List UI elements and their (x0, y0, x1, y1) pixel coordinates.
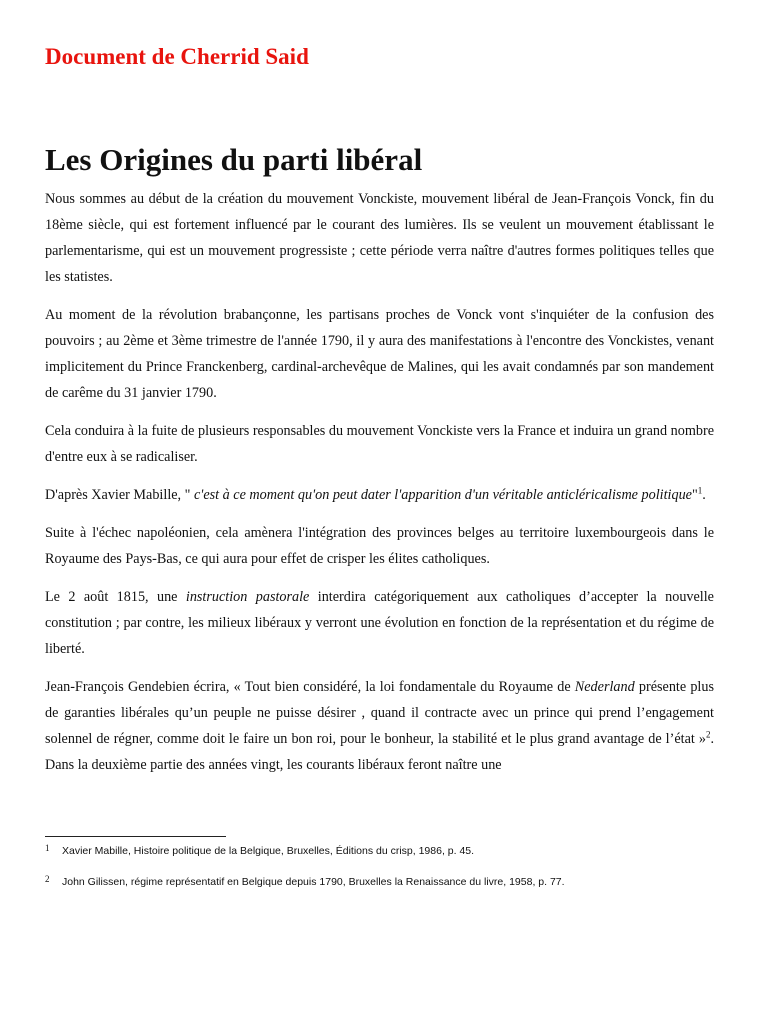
mabille-quote: c'est à ce moment qu'on peut dater l'apparition d'un véritable anticléricalisme politique (194, 487, 692, 503)
footnote-2-text: John Gilissen, régime représentatif en Belgique depuis 1790, Bruxelles la Renaissance du livre, 1958, p. 77. (62, 876, 565, 888)
footnote-1 (45, 843, 725, 857)
footnote-2 (45, 874, 725, 888)
paragraph-6-intro: Le 2 août 1815, une (45, 589, 186, 605)
paragraph-4-end: . (702, 487, 706, 503)
paragraph-4-intro: D'après Xavier Mabille, " (45, 487, 194, 503)
page-title: Les Origines du parti libéral (45, 142, 423, 177)
footnote-separator (45, 836, 226, 837)
document-header: Document de Cherrid Said (45, 44, 309, 69)
footnote-1-number: 1 (45, 843, 50, 853)
paragraph-5: Suite à l'échec napoléonien, cela amènera l'intégration des provinces belges au territoire luxembourgeois dans le Royaume des Pays-Bas, ce qui aura pour effet de crisper les élites catholiques. (45, 525, 714, 567)
paragraph-3: Cela conduira à la fuite de plusieurs responsables du mouvement Vonckiste vers la France et induira un grand nombre d'entre eux à se radicaliser. (45, 423, 714, 465)
footnote-2-number: 2 (45, 874, 50, 884)
footnote-ref-1[interactable]: 1 (697, 485, 703, 496)
instruction-pastorale: instruction pastorale (185, 589, 310, 605)
footnote-ref-2[interactable]: 2 (705, 729, 711, 740)
paragraph-6-rest: interdira catégoriquement aux catholiques d’accepter la nouvelle constitution ; par contre, les milieux libéraux y verront une évolution en fonction de la représentation et du régime de liberté. (45, 589, 714, 657)
paragraph-1: Nous sommes au début de la création du mouvement Vonckiste, mouvement libéral de Jean-François Vonck, fin du 18ème siècle, qui est fortement influencé par le courant des lumières. Ils se veulent un mouvement établissant le parlementarisme, qui est un mouvement progressiste ; cette période verra naître d'autres formes politiques telles que les statistes. (45, 191, 714, 285)
quote-close: " (691, 487, 698, 503)
document-body (45, 186, 714, 790)
paragraph-4 (45, 482, 714, 508)
paragraph-2: Au moment de la révolution brabançonne, les partisans proches de Vonck vont s'inquiéter de la confusion des pouvoirs ; au 2ème et 3ème trimestre de l'année 1790, il y aura des manifestations à l'encontre des Vonckistes, venant implicitement du Prince Franckenberg, cardinal-archevêque de Malines, qui les avait condamnés par son mandement de carême du 31 janvier 1790. (45, 307, 714, 401)
footnote-1-text: Xavier Mabille, Histoire politique de la Belgique, Bruxelles, Éditions du crisp, 1986, p. 45. (62, 845, 475, 857)
paragraph-6 (45, 584, 714, 662)
paragraph-7-end: . Dans la deuxième partie des années vingt, les courants libéraux feront naître une (45, 731, 714, 773)
nederland-term: Nederland (574, 679, 635, 695)
paragraph-7-quote: présente plus de garanties libérales qu’un peuple ne puisse désirer , quand il contracte avec un prince qui prend l’engagement solennel de régner, comme doit le faire un bon roi, pour le bonheur, la stabilité et le plus grand avantage de l’état » (45, 679, 714, 747)
paragraph-7-intro: Jean-François Gendebien écrira, « Tout bien considéré, la loi fondamentale du Royaume de (45, 679, 575, 695)
paragraph-7 (45, 674, 714, 778)
